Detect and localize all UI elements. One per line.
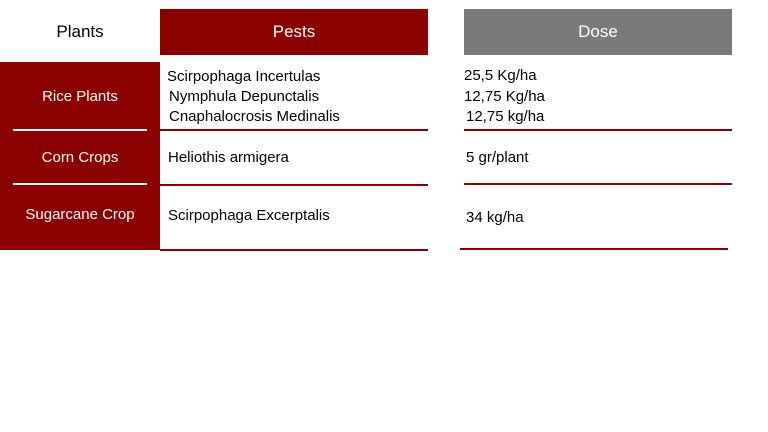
row-rule [460,248,728,250]
row-rule [464,129,732,131]
row-rule [160,184,428,186]
dose-rice-3: 12,75 kg/ha [466,108,545,125]
dose-corn-1: 5 gr/plant [466,149,529,166]
dose-rice-1: 25,5 Kg/ha [464,67,537,84]
pest-rice-2: Nymphula Depunctalis [169,88,320,105]
plant-rice: Rice Plants [42,88,118,105]
plants-column [0,62,160,250]
plant-separator [13,183,147,185]
pest-corn-1: Heliothis armigera [168,149,289,166]
plant-separator [13,129,147,131]
plant-sugarcane: Sugarcane Crop [25,206,135,223]
row-rule [160,129,428,131]
plant-corn: Corn Crops [41,149,119,166]
header-dose: Dose [464,9,732,55]
header-plants: Plants [56,22,104,41]
row-rule [160,249,428,251]
dose-sugarcane-1: 34 kg/ha [466,209,524,226]
pest-rice-1: Scirpophaga Incertulas [167,68,321,85]
pest-sugarcane-1: Scirpophaga Excerptalis [168,207,330,224]
header-pests: Pests [160,9,428,55]
dose-rice-2: 12,75 Kg/ha [464,88,545,105]
row-rule [464,183,732,185]
pest-rice-3: Cnaphalocrosis Medinalis [169,108,340,125]
